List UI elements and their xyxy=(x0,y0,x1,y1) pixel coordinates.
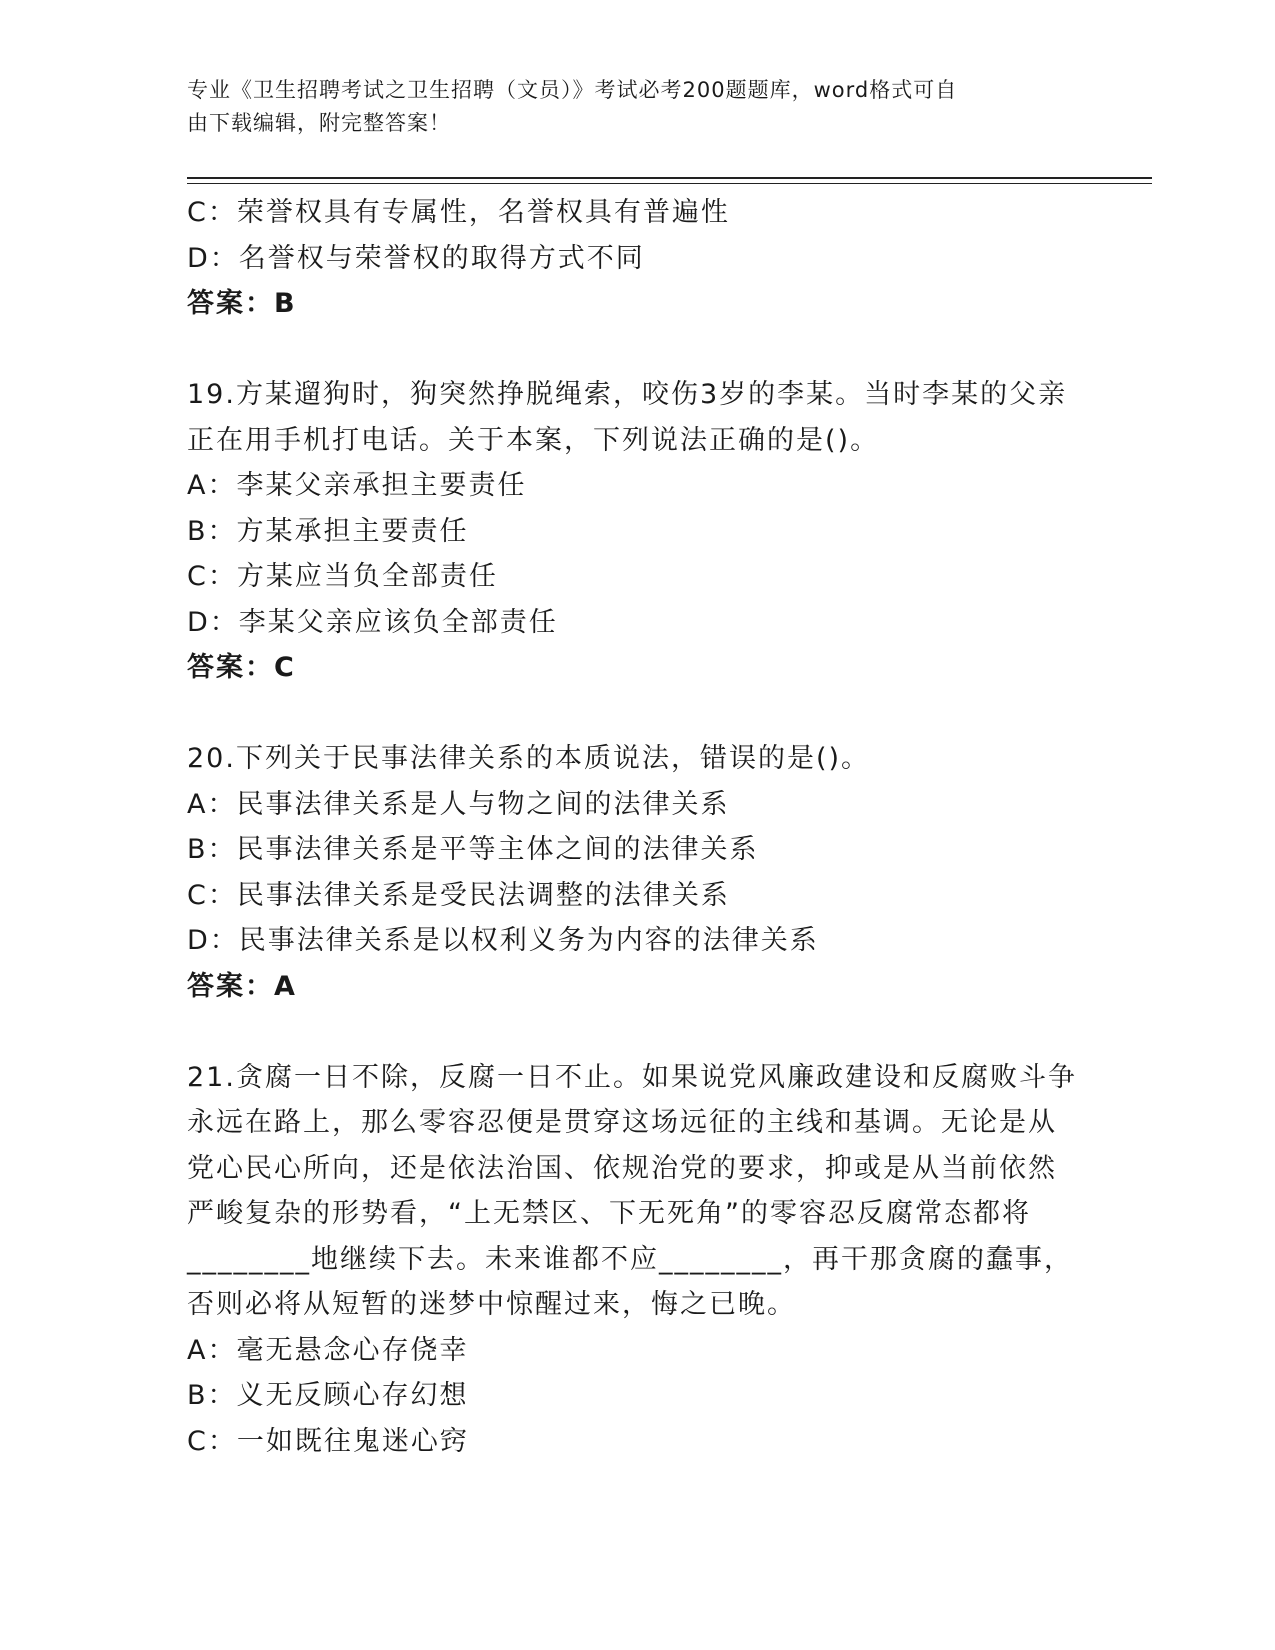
option-c: C：方某应当负全部责任 xyxy=(187,561,498,592)
option-c: C：荣誉权具有专属性，名誉权具有普遍性 xyxy=(187,197,730,228)
document-header xyxy=(187,74,1067,140)
option-a: A：李某父亲承担主要责任 xyxy=(187,470,527,501)
question-block-21 xyxy=(187,1055,1087,1465)
header-line-1: 专业《卫生招聘考试之卫生招聘（文员）》考试必考200题题库，word格式可自 xyxy=(187,78,958,102)
answer-line: 答案：B xyxy=(187,288,297,319)
option-c: C：一如既往鬼迷心窍 xyxy=(187,1425,469,1457)
option-b: B：民事法律关系是平等主体之间的法律关系 xyxy=(187,834,759,865)
question-text-line: 19.方某遛狗时，狗突然挣脱绳索，咬伤3岁的李某。当时李某的父亲 xyxy=(187,379,1068,410)
question-block-19 xyxy=(187,372,1087,691)
answer-line: 答案：A xyxy=(187,970,297,1002)
question-text-line: 20.下列关于民事法律关系的本质说法，错误的是()。 xyxy=(187,743,871,774)
question-block-18 xyxy=(187,190,1087,327)
question-text-line: 永远在路上，那么零容忍便是贯穿这场远征的主线和基调。无论是从 xyxy=(187,1107,1057,1138)
question-list xyxy=(187,190,1087,1464)
header-line-2: 由下载编辑，附完整答案！ xyxy=(187,111,451,135)
option-b: B：义无反顾心存幻想 xyxy=(187,1380,469,1411)
option-b: B：方某承担主要责任 xyxy=(187,515,469,547)
option-a: A：民事法律关系是人与物之间的法律关系 xyxy=(187,788,730,820)
question-text-line: 21.贪腐一日不除，反腐一日不止。如果说党风廉政建设和反腐败斗争 xyxy=(187,1061,1077,1093)
question-text-line: 否则必将从短暂的迷梦中惊醒过来，悔之已晚。 xyxy=(187,1289,796,1320)
question-text-line: 严峻复杂的形势看，“上无禁区、下无死角”的零容忍反腐常态都将 xyxy=(187,1198,1031,1229)
option-a: A：毫无悬念心存侥幸 xyxy=(187,1334,469,1366)
option-d: D：名誉权与荣誉权的取得方式不同 xyxy=(187,242,645,274)
option-d: D：民事法律关系是以权利义务为内容的法律关系 xyxy=(187,925,819,956)
question-text-line: 正在用手机打电话。关于本案，下列说法正确的是()。 xyxy=(187,424,880,456)
question-text-line: ________地继续下去。未来谁都不应________，再干那贪腐的蠢事， xyxy=(187,1243,1073,1275)
option-c: C：民事法律关系是受民法调整的法律关系 xyxy=(187,879,730,911)
question-text-line: 党心民心所向，还是依法治国、依规治党的要求，抑或是从当前依然 xyxy=(187,1152,1057,1184)
answer-line: 答案：C xyxy=(187,652,296,683)
header-divider xyxy=(187,177,1152,184)
question-block-20 xyxy=(187,736,1087,1009)
option-d: D：李某父亲应该负全部责任 xyxy=(187,606,558,638)
